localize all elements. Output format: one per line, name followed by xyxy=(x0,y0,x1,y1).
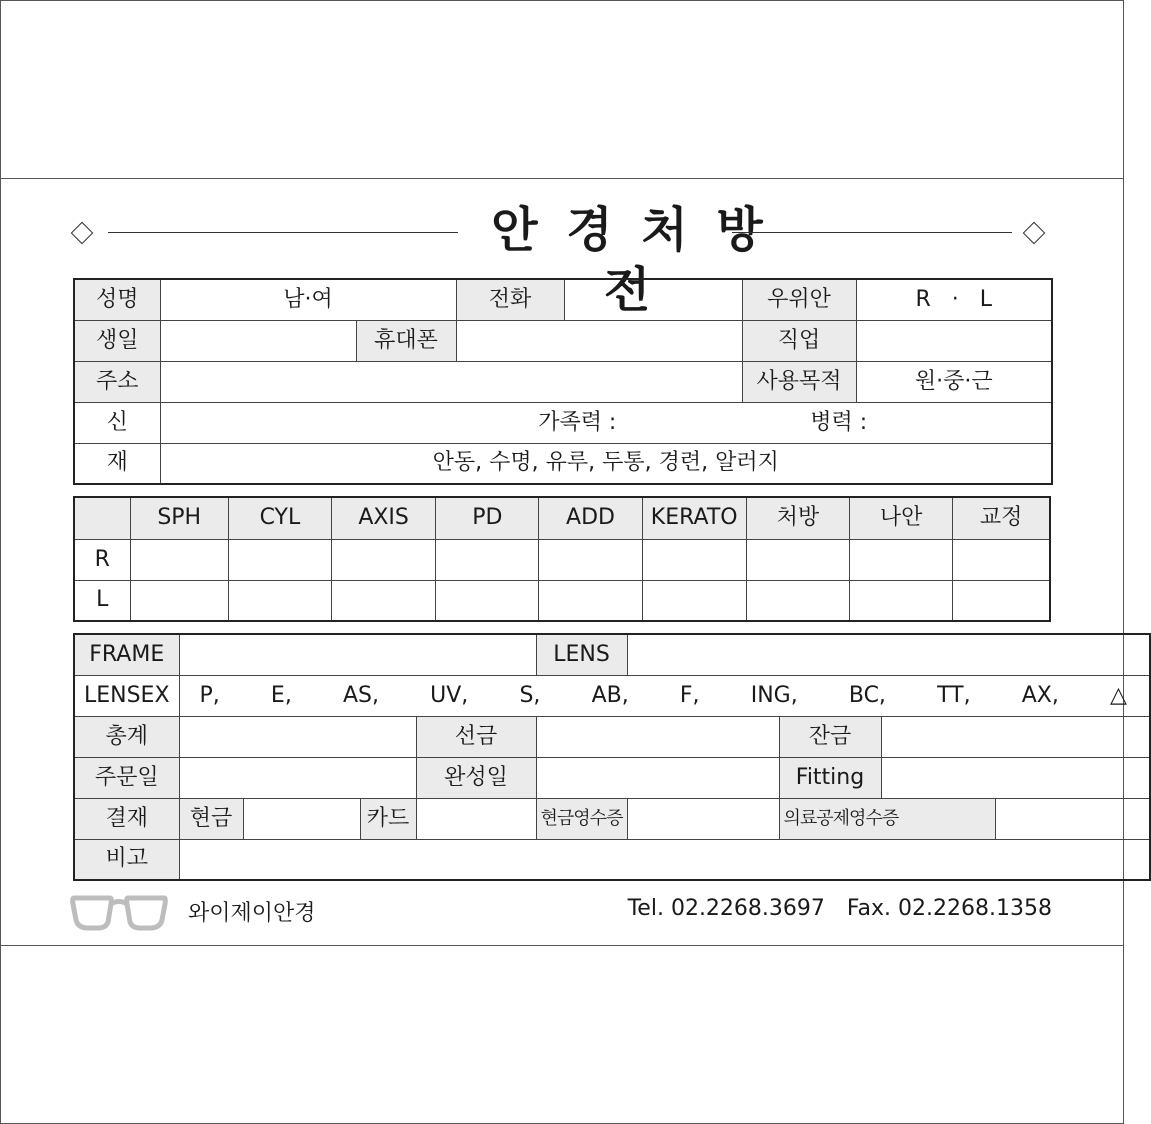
card-label: 카드 xyxy=(360,798,416,839)
rx-cell[interactable] xyxy=(332,539,436,580)
tel-number: Tel. 02.2268.3697 xyxy=(627,896,825,921)
cash-label: 현금 xyxy=(179,798,243,839)
brand-name: 와이제이안경 xyxy=(188,901,316,926)
body-label-2: 재 xyxy=(74,443,160,484)
rx-row-label: R xyxy=(74,539,130,580)
balance-field[interactable] xyxy=(881,716,1150,757)
rx-cell[interactable] xyxy=(130,539,228,580)
phone-field[interactable] xyxy=(564,279,742,320)
rx-cell[interactable] xyxy=(332,580,436,621)
payment-label: 결재 xyxy=(74,798,179,839)
frame-field[interactable] xyxy=(179,634,536,675)
frame-label: FRAME xyxy=(74,634,179,675)
name-field[interactable] xyxy=(160,279,456,320)
left-title-rule xyxy=(108,232,458,233)
rx-cell[interactable] xyxy=(746,580,849,621)
fax-number: Fax. 02.2268.1358 xyxy=(846,896,1052,921)
job-field[interactable] xyxy=(856,320,1052,361)
rx-header: ADD xyxy=(539,497,642,539)
bottom-fold-line xyxy=(0,945,1124,946)
rx-header: AXIS xyxy=(332,497,436,539)
rx-header: CYL xyxy=(228,497,331,539)
lensex-option[interactable]: S, xyxy=(519,682,541,708)
lensex-option[interactable]: AB, xyxy=(591,682,629,708)
mobile-label: 휴대폰 xyxy=(356,320,456,361)
total-field[interactable] xyxy=(179,716,416,757)
dominant-eye-field[interactable]: R · L xyxy=(856,279,1052,320)
lensex-options xyxy=(179,675,1150,716)
rx-cell[interactable] xyxy=(746,539,849,580)
cash-receipt-label: 현금영수증 xyxy=(536,798,627,839)
lensex-option[interactable]: TT, xyxy=(937,682,971,708)
purpose-field[interactable]: 원·중·근 xyxy=(856,361,1052,402)
rx-row-right xyxy=(74,539,1050,580)
mobile-field[interactable] xyxy=(456,320,742,361)
rx-cell[interactable] xyxy=(642,580,746,621)
rx-row-label: L xyxy=(74,580,130,621)
rx-header: SPH xyxy=(130,497,228,539)
rx-corner xyxy=(74,497,130,539)
order-table xyxy=(73,633,1151,881)
order-date-field[interactable] xyxy=(179,757,416,798)
name-label: 성명 xyxy=(74,279,160,320)
rx-header: KERATO xyxy=(642,497,746,539)
rx-cell[interactable] xyxy=(436,580,539,621)
lensex-option[interactable]: P, xyxy=(199,682,220,708)
dominant-eye-label: 우위안 xyxy=(742,279,856,320)
done-date-field[interactable] xyxy=(536,757,779,798)
customer-table xyxy=(73,278,1053,485)
memo-label: 비고 xyxy=(74,839,179,880)
balance-label: 잔금 xyxy=(779,716,881,757)
birth-label: 생일 xyxy=(74,320,160,361)
rx-row-left xyxy=(74,580,1050,621)
rx-cell[interactable] xyxy=(130,580,228,621)
lensex-option[interactable]: AX, xyxy=(1021,682,1059,708)
contact-info xyxy=(628,896,1052,921)
lensex-option[interactable]: BC, xyxy=(848,682,886,708)
rx-cell[interactable] xyxy=(228,539,331,580)
glasses-icon xyxy=(70,892,168,932)
family-history-label: 가족력 : xyxy=(538,409,617,435)
rx-cell[interactable] xyxy=(953,580,1050,621)
gender-option[interactable]: 남·여 xyxy=(283,286,333,312)
footer xyxy=(70,888,1052,932)
card-field[interactable] xyxy=(416,798,536,839)
lensex-option[interactable]: ING, xyxy=(750,682,798,708)
right-title-rule xyxy=(732,232,1012,233)
history-field[interactable] xyxy=(160,402,1052,443)
page-title: 안 경 처 방 전 xyxy=(491,202,769,318)
medical-receipt-label: 의료공제영수증 xyxy=(779,798,995,839)
rx-table xyxy=(73,496,1051,622)
cash-receipt-field[interactable] xyxy=(627,798,779,839)
rx-cell[interactable] xyxy=(642,539,746,580)
rx-cell[interactable] xyxy=(228,580,331,621)
phone-label: 전화 xyxy=(456,279,564,320)
purpose-label: 사용목적 xyxy=(742,361,856,402)
medical-receipt-field[interactable] xyxy=(995,798,1150,839)
medical-history-label: 병력 : xyxy=(810,409,868,435)
lens-field[interactable] xyxy=(627,634,1150,675)
memo-field[interactable] xyxy=(179,839,1150,880)
lensex-label: LENSEX xyxy=(74,675,179,716)
rx-cell[interactable] xyxy=(436,539,539,580)
address-label: 주소 xyxy=(74,361,160,402)
deposit-field[interactable] xyxy=(536,716,779,757)
rx-cell[interactable] xyxy=(539,539,642,580)
cash-field[interactable] xyxy=(243,798,360,839)
rx-cell[interactable] xyxy=(850,580,953,621)
deposit-label: 선금 xyxy=(416,716,536,757)
top-fold-line xyxy=(0,178,1124,179)
rx-header: 처방 xyxy=(746,497,849,539)
rx-header: 나안 xyxy=(850,497,953,539)
job-label: 직업 xyxy=(742,320,856,361)
lensex-option[interactable]: AS, xyxy=(342,682,379,708)
rx-header: PD xyxy=(436,497,539,539)
order-date-label: 주문일 xyxy=(74,757,179,798)
body-label-1: 신 xyxy=(74,402,160,443)
right-diamond-icon xyxy=(1023,222,1046,245)
fitting-field[interactable] xyxy=(881,757,1150,798)
total-label: 총계 xyxy=(74,716,179,757)
rx-header: 교정 xyxy=(953,497,1050,539)
lensex-option[interactable]: UV, xyxy=(430,682,469,708)
left-diamond-icon xyxy=(71,222,94,245)
rx-cell[interactable] xyxy=(850,539,953,580)
rx-cell[interactable] xyxy=(539,580,642,621)
done-date-label: 완성일 xyxy=(416,757,536,798)
birth-field[interactable] xyxy=(160,320,356,361)
rx-cell[interactable] xyxy=(953,539,1050,580)
lensex-option[interactable]: F, xyxy=(679,682,700,708)
symptoms-field[interactable]: 안동, 수명, 유루, 두통, 경련, 알러지 xyxy=(160,443,1052,484)
lensex-option[interactable]: E, xyxy=(270,682,292,708)
fitting-label: Fitting xyxy=(779,757,881,798)
triangle-icon[interactable]: △ xyxy=(1110,682,1127,708)
lens-label: LENS xyxy=(536,634,627,675)
address-field[interactable] xyxy=(160,361,742,402)
